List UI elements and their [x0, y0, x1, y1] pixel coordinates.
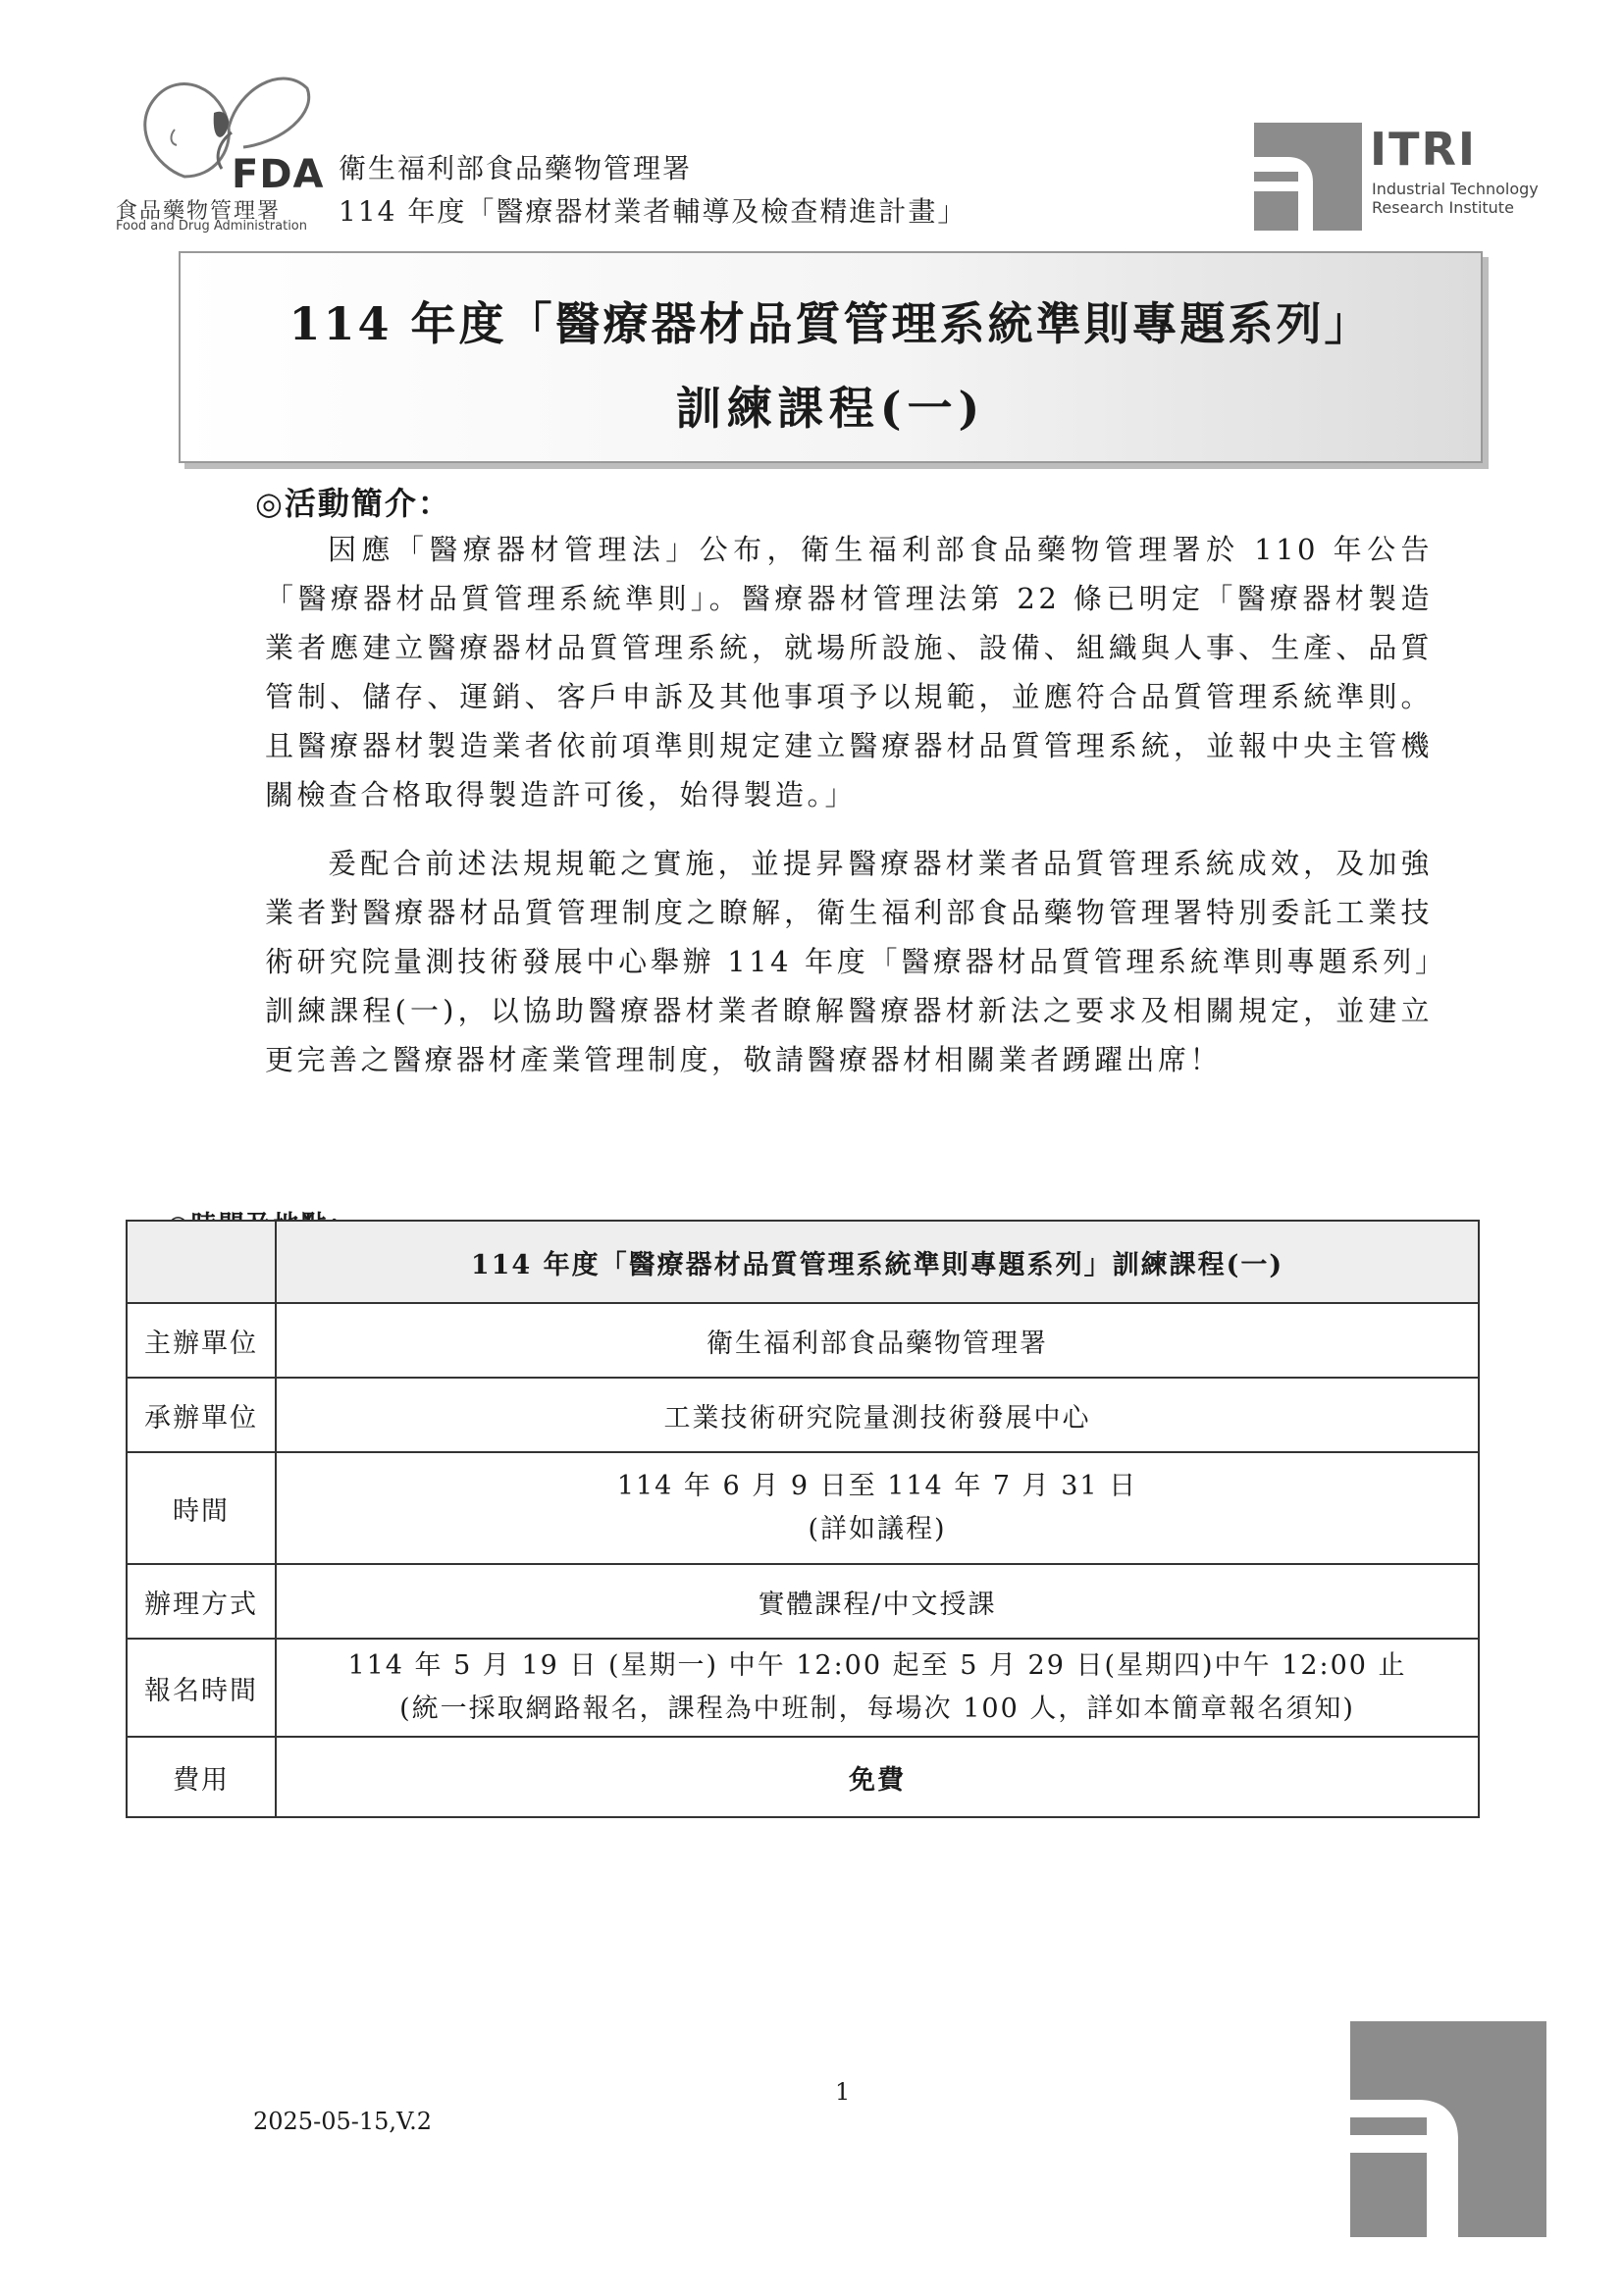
row-label: 時間 — [127, 1452, 276, 1564]
title-line2: 訓練課程(一) — [675, 382, 986, 435]
fda-org-name-en: Food and Drug Administration — [116, 219, 307, 234]
itri-logo — [1254, 123, 1548, 231]
row-label: 費用 — [127, 1737, 276, 1817]
table-header-row — [127, 1221, 1479, 1303]
itri-subtitle-line2: Research Institute — [1372, 198, 1514, 217]
row-value: 免費 — [276, 1737, 1479, 1817]
table-row — [127, 1564, 1479, 1639]
row-value-line1: 114 年 5 月 19 日 (星期一) 中午 12:00 起至 5 月 29 日(星期四)中午 12:00 止 — [347, 1650, 1407, 1681]
row-value-line1: 114 年 6 月 9 日至 114 年 7 月 31 日 — [616, 1471, 1138, 1501]
row-label: 承辦單位 — [127, 1378, 276, 1452]
intro-paragraph-1-text: 因應「醫療器材管理法」公布，衛生福利部食品藥物管理署於 110 年公告「醫療器材品質管理系統準則」。醫療器材管理法第 22 條已明定「醫療器材製造業者應建立醫療器材品質管理系統，就場所設施、設備、組織與人事、生產、品質管制、儲存、運銷、客戶申訴及其他事項予以規範，並應符合品質管理系統準則。且醫療器材製造業者依前項準則規定建立醫療器材品質管理系統，並報中央主管機關檢查合格取得製造許可後，始得製造。」 — [265, 533, 1433, 811]
table-row — [127, 1639, 1479, 1737]
intro-paragraph-2-text: 爰配合前述法規規範之實施，並提昇醫療器材業者品質管理系統成效，及加強業者對醫療器材品質管理制度之瞭解，衛生福利部食品藥物管理署特別委託工業技術研究院量測技術發展中心舉辦 114 年度「醫療器材品質管理系統準則專題系列」訓練課程(一)，以協助醫療器材業者瞭解醫療器材新法之要求及相關規定，並建立更完善之醫療器材產業管理制度，敬請醫療器材相關業者踴躍出席！ — [265, 847, 1433, 1076]
intro-paragraph-1 — [265, 525, 1433, 819]
row-value: 實體課程/中文授課 — [276, 1564, 1479, 1639]
itri-emblem-icon — [1254, 123, 1362, 231]
intro-heading: ◎活動簡介： — [255, 485, 451, 522]
row-value: 工業技術研究院量測技術發展中心 — [276, 1378, 1479, 1452]
table-row — [127, 1737, 1479, 1817]
row-label: 辦理方式 — [127, 1564, 276, 1639]
itri-subtitle-line1: Industrial Technology — [1372, 180, 1539, 198]
table-corner-cell — [127, 1221, 276, 1303]
itri-corner-emblem-icon — [1350, 2021, 1546, 2237]
page-number: 1 — [835, 2078, 851, 2106]
table-title-cell: 114 年度「醫療器材品質管理系統準則專題系列」訓練課程(一) — [276, 1221, 1479, 1303]
itri-subtitle — [1372, 180, 1539, 217]
row-value — [276, 1452, 1479, 1564]
table-row — [127, 1452, 1479, 1564]
fda-mark: FDA — [232, 152, 325, 197]
title-line1: 114 年度「醫療器材品質管理系統準則專題系列」 — [288, 297, 1373, 350]
row-label: 主辦單位 — [127, 1303, 276, 1378]
intro-paragraph-2 — [265, 839, 1433, 1084]
fda-logo — [116, 59, 325, 235]
schedule-table — [126, 1220, 1480, 1818]
row-value-line2: (統一採取網路報名，課程為中班制，每場次 100 人，詳如本簡章報名須知) — [399, 1694, 1355, 1724]
table-row — [127, 1378, 1479, 1452]
fda-org-name-cn: 食品藥物管理署 — [116, 199, 282, 224]
itri-mark: ITRI — [1370, 123, 1478, 176]
header-text — [339, 147, 967, 234]
header-agency: 衛生福利部食品藥物管理署 — [339, 152, 693, 184]
row-value: 衛生福利部食品藥物管理署 — [276, 1303, 1479, 1378]
row-value-line2: (詳如議程) — [808, 1514, 947, 1544]
table-row — [127, 1303, 1479, 1378]
header-project: 114 年度「醫療器材業者輔導及檢查精進計畫」 — [339, 195, 968, 228]
version-stamp: 2025-05-15,V.2 — [253, 2108, 433, 2135]
row-label: 報名時間 — [127, 1639, 276, 1737]
row-value — [276, 1639, 1479, 1737]
title-box — [179, 251, 1483, 463]
